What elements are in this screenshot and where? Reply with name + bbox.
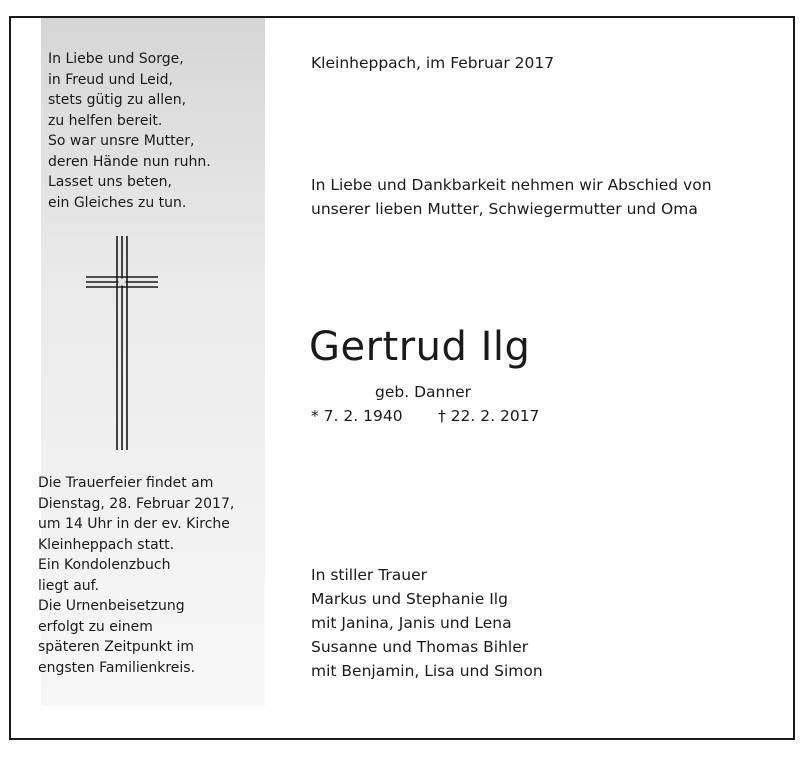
funeral-line: Kleinheppach statt. <box>38 536 175 553</box>
mourner-line: Susanne und Thomas Bihler <box>311 638 529 656</box>
intro-text <box>311 173 712 221</box>
poem <box>48 49 248 213</box>
poem-line: deren Hände nun ruhn. <box>48 153 211 170</box>
intro-line: unserer lieben Mutter, Schwiegermutter und Oma <box>311 200 698 218</box>
poem-line: Lasset uns beten, <box>48 174 172 190</box>
funeral-line: späteren Zeitpunkt im <box>38 639 195 655</box>
mourner-line: In stiller Trauer <box>311 566 428 584</box>
birth-date: * 7. 2. 1940 <box>311 407 403 425</box>
poem-line: zu helfen bereit. <box>48 112 163 129</box>
death-date: † 22. 2. 2017 <box>438 407 540 425</box>
mourner-line: mit Benjamin, Lisa und Simon <box>311 662 543 680</box>
mourners <box>311 563 543 683</box>
funeral-line: Dienstag, 28. Februar 2017, <box>38 495 235 512</box>
funeral-line: um 14 Uhr in der ev. Kirche <box>38 516 230 532</box>
funeral-line: liegt auf. <box>38 577 100 594</box>
funeral-line: Ein Kondolenzbuch <box>38 557 171 573</box>
poem-line: ein Gleiches zu tun. <box>48 194 187 211</box>
funeral-line: Die Urnenbeisetzung <box>38 598 185 614</box>
poem-line: So war unsre Mutter, <box>48 133 195 149</box>
place-date: Kleinheppach, im Februar 2017 <box>311 54 555 72</box>
maiden-name: geb. Danner <box>375 383 472 401</box>
poem-line: stets gütig zu allen, <box>48 92 187 108</box>
poem-line: In Liebe und Sorge, <box>48 51 184 67</box>
funeral-line: engsten Familienkreis. <box>38 659 196 676</box>
funeral-line: erfolgt zu einem <box>38 618 153 635</box>
mourner-line: mit Janina, Janis und Lena <box>311 614 512 632</box>
cross-icon <box>86 236 158 450</box>
intro-line: In Liebe und Dankbarkeit nehmen wir Abschied von <box>311 176 712 194</box>
deceased-name: Gertrud Ilg <box>309 324 531 370</box>
funeral-line: Die Trauerfeier findet am <box>38 475 214 491</box>
funeral-info <box>38 473 250 678</box>
poem-line: in Freud und Leid, <box>48 71 173 88</box>
mourner-line: Markus und Stephanie Ilg <box>311 590 508 608</box>
